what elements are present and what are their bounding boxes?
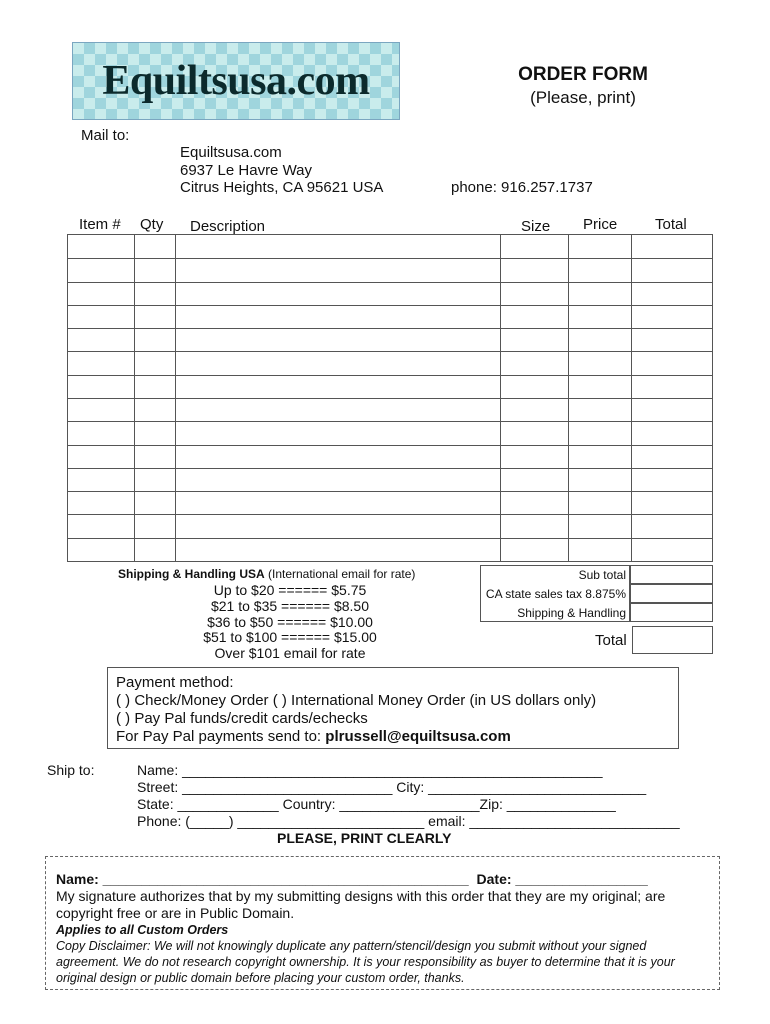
header-total: Total xyxy=(655,216,687,233)
header-item: Item # xyxy=(79,216,121,233)
shipping-field[interactable] xyxy=(630,603,713,622)
table-row[interactable] xyxy=(68,491,712,492)
table-row[interactable] xyxy=(68,351,712,352)
logo-text: Equiltsusa.com xyxy=(102,58,370,104)
total-label: Total xyxy=(595,632,627,649)
print-clearly-note: PLEASE, PRINT CLEARLY xyxy=(277,830,452,846)
shipping-rate: $51 to $100 ====== $15.00 xyxy=(203,629,377,645)
shipping-title: Shipping & Handling USA (International email for rate) xyxy=(118,567,416,581)
tax-label: CA state sales tax 8.875% xyxy=(485,587,626,601)
mail-address-line-2: 6937 Le Havre Way xyxy=(180,162,313,179)
payment-option-paypal[interactable]: ( ) Pay Pal funds/credit cards/echecks xyxy=(116,710,368,727)
mail-address-line-3: Citrus Heights, CA 95621 USA xyxy=(180,179,384,196)
ship-name-field[interactable]: Name: ______________________________________________________ xyxy=(137,762,603,778)
shipping-rate: $36 to $50 ====== $10.00 xyxy=(207,614,373,630)
shipping-rate: Over $101 email for rate xyxy=(214,645,366,661)
table-row[interactable] xyxy=(68,282,712,283)
header-qty: Qty xyxy=(140,216,164,233)
shipping-rate: Up to $20 ====== $5.75 xyxy=(213,582,367,598)
tax-field[interactable] xyxy=(630,584,713,603)
signature-date-field[interactable]: Date: _________________ xyxy=(476,871,648,887)
order-table[interactable] xyxy=(67,234,713,562)
ship-state-country-zip-field[interactable]: State: _____________ Country: __________________Zip: ______________ xyxy=(137,796,616,812)
shipping-rate: $21 to $35 ====== $8.50 xyxy=(210,598,370,614)
page-title: ORDER FORM xyxy=(518,64,648,85)
table-row[interactable] xyxy=(68,538,712,539)
table-row[interactable] xyxy=(68,445,712,446)
copy-disclaimer: Copy Disclaimer: We will not knowingly duplicate any pattern/stencil/design you submit without your signed agreement. We do not research copyright ownership. It is your responsibility as buyer to determine that it is your original design or public domain before placing your custom order, thanks. xyxy=(56,939,675,985)
custom-orders-note: Applies to all Custom Orders xyxy=(56,923,229,937)
subtotal-field[interactable] xyxy=(630,565,713,584)
total-field[interactable] xyxy=(632,626,713,654)
summary-labels xyxy=(480,565,630,622)
table-row[interactable] xyxy=(68,375,712,376)
header-size: Size xyxy=(521,218,551,235)
table-row[interactable] xyxy=(68,258,712,259)
signature-name-field[interactable]: Name: _______________________________________________ xyxy=(56,871,469,887)
mail-to-label: Mail to: xyxy=(81,127,130,144)
table-row[interactable] xyxy=(68,398,712,399)
logo xyxy=(72,42,400,120)
payment-method-box xyxy=(107,667,679,749)
paypal-instructions: For Pay Pal payments send to: plrussell@equiltsusa.com xyxy=(116,728,511,745)
signature-box xyxy=(45,856,720,990)
ship-to-label: Ship to: xyxy=(47,762,95,778)
subtotal-label: Sub total xyxy=(578,568,626,582)
page-subtitle: (Please, print) xyxy=(530,88,636,107)
payment-option-check[interactable]: ( ) Check/Money Order ( ) International Money Order (in US dollars only) xyxy=(116,692,597,709)
table-row[interactable] xyxy=(68,305,712,306)
paypal-email: plrussell@equiltsusa.com xyxy=(325,728,511,745)
ship-street-city-field[interactable]: Street: ___________________________ City: ____________________________ xyxy=(137,779,647,795)
header-description: Description xyxy=(190,218,266,235)
header-price: Price xyxy=(583,216,618,233)
table-row[interactable] xyxy=(68,468,712,469)
table-row[interactable] xyxy=(68,514,712,515)
table-row[interactable] xyxy=(68,421,712,422)
signature-line[interactable] xyxy=(56,871,709,888)
signature-statement: My signature authorizes that by my submitting designs with this order that they are my original; are copyright free or are in Public Domain. xyxy=(56,888,666,921)
payment-title: Payment method: xyxy=(116,674,234,691)
shipping-label: Shipping & Handling xyxy=(517,606,626,620)
mail-address-line-1: Equiltsusa.com xyxy=(180,144,282,161)
ship-phone-email-field[interactable]: Phone: (_____) ________________________ email: ___________________________ xyxy=(137,813,680,829)
table-row[interactable] xyxy=(68,328,712,329)
phone-number: phone: 916.257.1737 xyxy=(451,179,593,196)
